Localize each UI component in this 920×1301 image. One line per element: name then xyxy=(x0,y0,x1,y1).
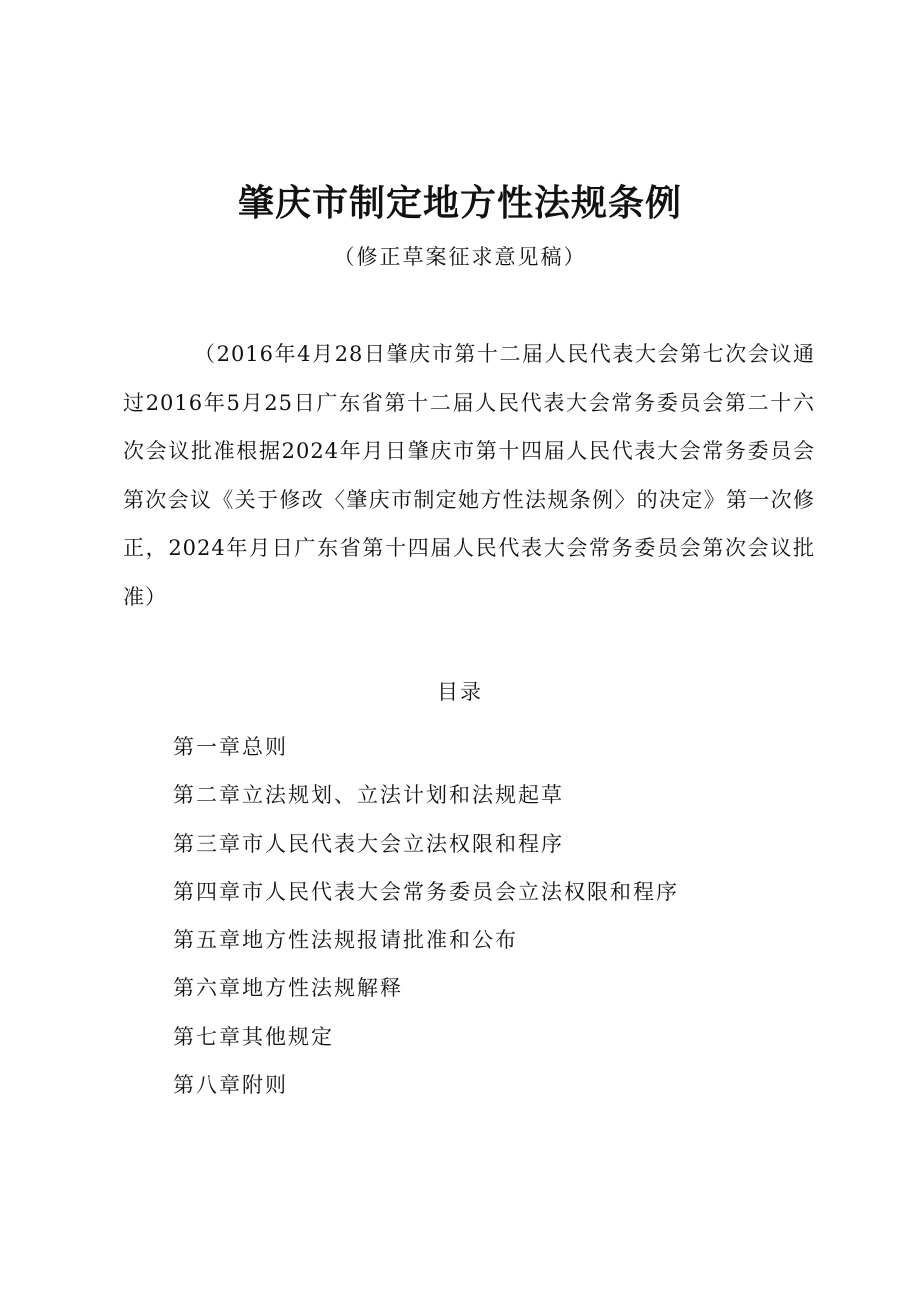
toc-item-chapter-6: 第六章地方性法规解释 xyxy=(173,976,403,1001)
toc-item-chapter-2: 第二章立法规划、立法计划和法规起草 xyxy=(173,783,564,808)
document-title: 肇庆市制定地方性法规条例 xyxy=(237,183,682,224)
toc-item-chapter-4: 第四章市人民代表大会常务委员会立法权限和程序 xyxy=(173,879,679,904)
document-subtitle: （修正草案征求意见稿） xyxy=(333,245,587,269)
toc-heading: 目录 xyxy=(437,680,483,704)
toc-item-chapter-3: 第三章市人民代表大会立法权限和程序 xyxy=(173,831,564,856)
legislative-history-paragraph: （2016年4月28日肇庆市第十二届人民代表大会第七次会议通过2016年5月25日广东省第十二届人民代表大会常务委员会第二十六次会议批准根据2024年月日肇庆市第十四届人民代表大会常务委员会第次会议《关于修改〈肇庆市制定她方性法规条例〉的决定》第一次修正，2024年月日广东省第十四届人民代表大会常务委员会第次会议批准） xyxy=(123,342,815,609)
toc-item-chapter-5: 第五章地方性法规报请批准和公布 xyxy=(173,928,518,953)
toc-item-chapter-8: 第八章附则 xyxy=(173,1073,288,1098)
toc-item-chapter-7: 第七章其他规定 xyxy=(173,1024,334,1049)
toc-item-chapter-1: 第一章总则 xyxy=(173,735,288,759)
table-of-contents xyxy=(173,723,679,1109)
